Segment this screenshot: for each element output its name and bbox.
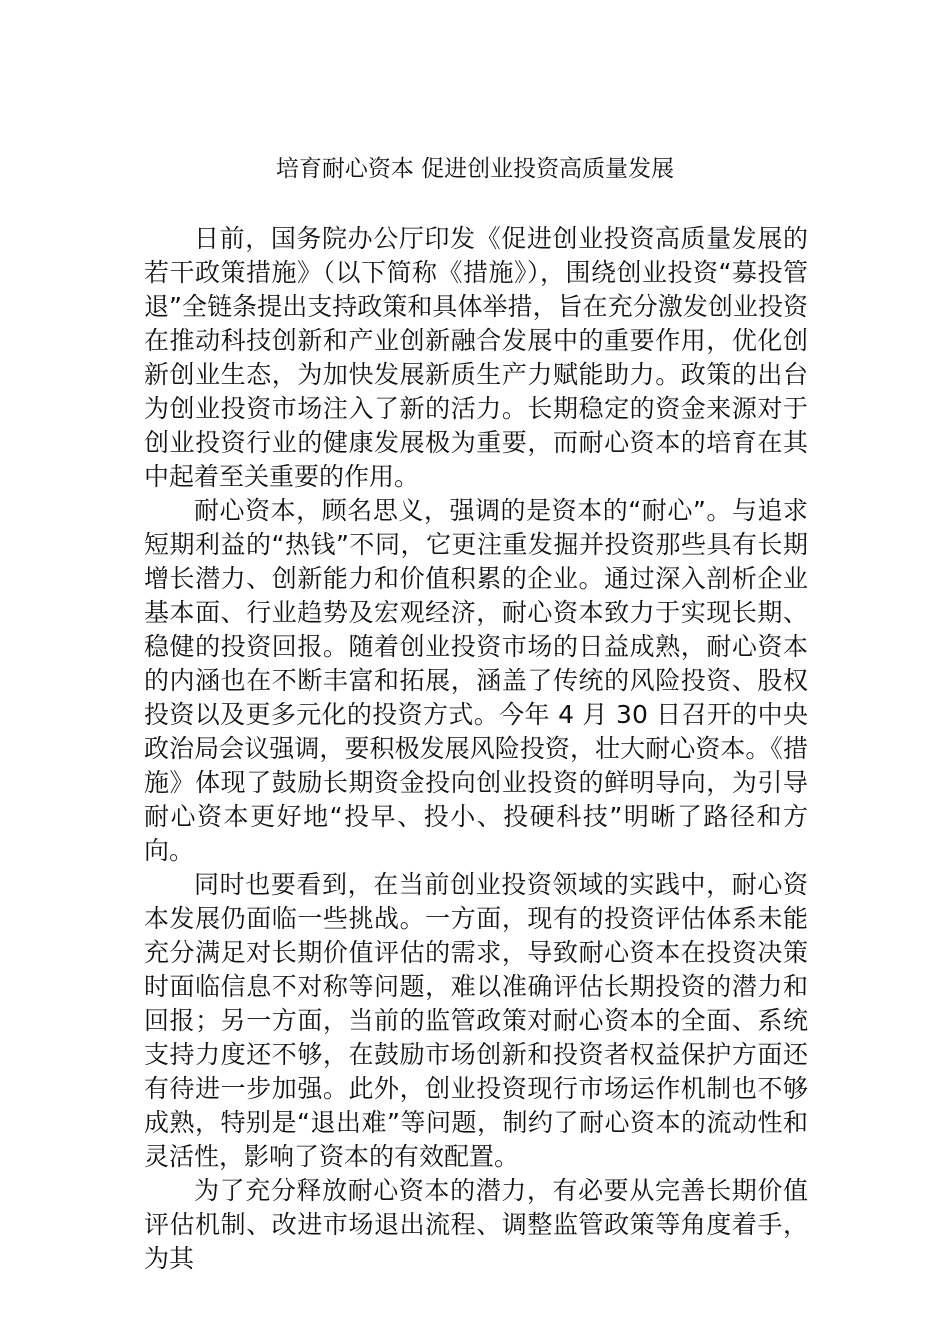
paragraph-3: 同时也要看到，在当前创业投资领域的实践中，耐心资本发展仍面临一些挑战。一方面，现有的投资评估体系未能充分满足对长期价值评估的需求，导致耐心资本在投资决策时面临信息不对称等问题，难以准确评估长期投资的潜力和回报；另一方面，当前的监管政策对耐心资本的全面、系统支持力度还不够，在鼓励市场创新和投资者权益保护方面还有待进一步加强。此外，创业投资现行市场运作机制也不够成熟，特别是“退出难”等问题，制约了耐心资本的流动性和灵活性，影响了资本的有效配置。 bbox=[144, 870, 808, 1171]
paragraph-4: 为了充分释放耐心资本的潜力，有必要从完善长期价值评估机制、改进市场退出流程、调整监管政策等角度着手，为其 bbox=[144, 1176, 808, 1273]
document-title: 培育耐心资本 促进创业投资高质量发展 bbox=[275, 156, 675, 182]
paragraph-2: 耐心资本，顾名思义，强调的是资本的“耐心”。与追求短期利益的“热钱”不同，它更注重发掘并投资那些具有长期增长潜力、创新能力和价值积累的企业。通过深入剖析企业基本面、行业趋势及宏观经济，耐心资本致力于实现长期、稳健的投资回报。随着创业投资市场的日益成熟，耐心资本的内涵也在不断丰富和拓展，涵盖了传统的风险投资、股权投资以及更多元化的投资方式。今年 4 月 30 日召开的中央政治局会议强调，要积极发展风险投资，壮大耐心资本。《措施》体现了鼓励长期资金投向创业投资的鲜明导向，为引导耐心资本更好地“投早、投小、投硬科技”明晰了路径和方向。 bbox=[144, 496, 808, 865]
article-body bbox=[144, 222, 808, 1276]
paragraph-1: 日前，国务院办公厅印发《促进创业投资高质量发展的若干政策措施》（以下简称《措施》），围绕创业投资“募投管退”全链条提出支持政策和具体举措，旨在充分激发创业投资在推动科技创新和产业创新融合发展中的重要作用，优化创新创业生态，为加快发展新质生产力赋能助力。政策的出台为创业投资市场注入了新的活力。长期稳定的资金来源对于创业投资行业的健康发展极为重要，而耐心资本的培育在其中起着至关重要的作用。 bbox=[144, 224, 808, 491]
